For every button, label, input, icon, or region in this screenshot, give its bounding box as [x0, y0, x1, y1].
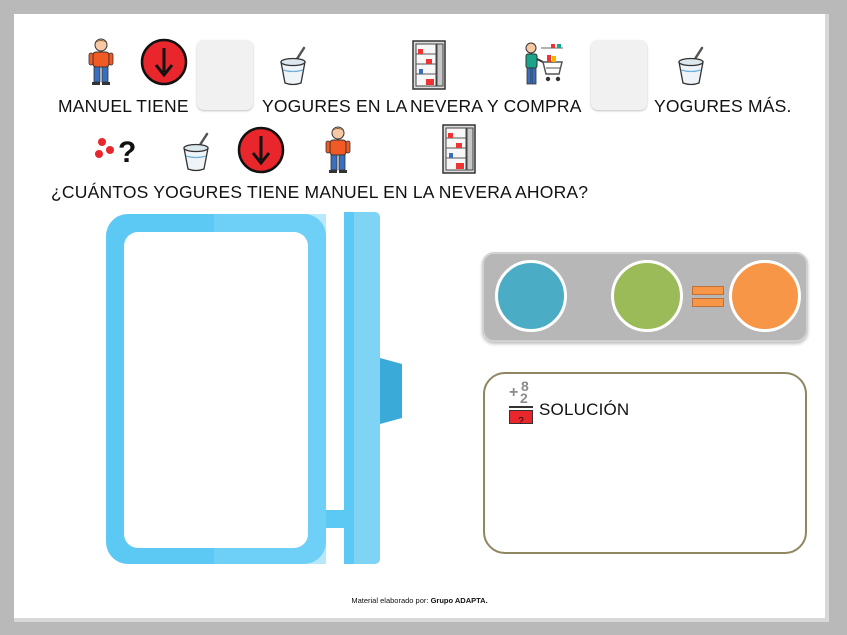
- footer-credit: [14, 596, 825, 605]
- boy-icon: [86, 38, 116, 86]
- word-nevera-y-compra: NEVERA Y COMPRA: [410, 96, 582, 116]
- addition-bottom-digit: 2: [520, 390, 528, 406]
- addition-icon: [509, 380, 537, 426]
- solution-box[interactable]: [483, 372, 807, 554]
- question-dots-icon: [94, 134, 144, 168]
- fridge-drawing[interactable]: [104, 212, 404, 572]
- question-text: ¿CUÁNTOS YOGURES TIENE MANUEL EN LA NEVERA AHORA?: [51, 182, 589, 202]
- addition-top-digit: 8: [521, 378, 529, 394]
- addition-result-mark: ?: [518, 416, 524, 427]
- word-yogures-mas: YOGURES MÁS.: [654, 96, 792, 116]
- shopping-cart-icon: [521, 42, 565, 90]
- addition-plus: +: [509, 384, 519, 401]
- fridge-icon: [412, 40, 446, 90]
- first-addend-circle[interactable]: [495, 260, 567, 332]
- worksheet-page: [14, 14, 829, 622]
- footer-author: Grupo ADAPTA.: [430, 596, 488, 605]
- yogurt-icon: [181, 132, 211, 172]
- footer-prefix: Material elaborado por:: [351, 596, 429, 605]
- equals-sign: [692, 286, 722, 308]
- operation-panel: [482, 252, 808, 342]
- result-circle[interactable]: [729, 260, 801, 332]
- arrow-down-icon: [140, 38, 188, 86]
- arrow-down-icon: [237, 126, 285, 174]
- word-yogures-en-la: YOGURES EN LA: [262, 96, 408, 116]
- yogurt-icon: [676, 46, 706, 86]
- fridge-icon: [442, 124, 476, 174]
- blank-bought-yogurts[interactable]: [591, 40, 647, 110]
- yogurt-icon: [278, 46, 308, 86]
- solution-label: SOLUCIÓN: [539, 400, 630, 419]
- word-manuel-tiene: MANUEL TIENE: [58, 96, 189, 116]
- blank-initial-yogurts[interactable]: [197, 40, 253, 110]
- second-addend-circle[interactable]: [611, 260, 683, 332]
- svg-text:?: ?: [118, 136, 137, 168]
- boy-icon: [323, 126, 353, 174]
